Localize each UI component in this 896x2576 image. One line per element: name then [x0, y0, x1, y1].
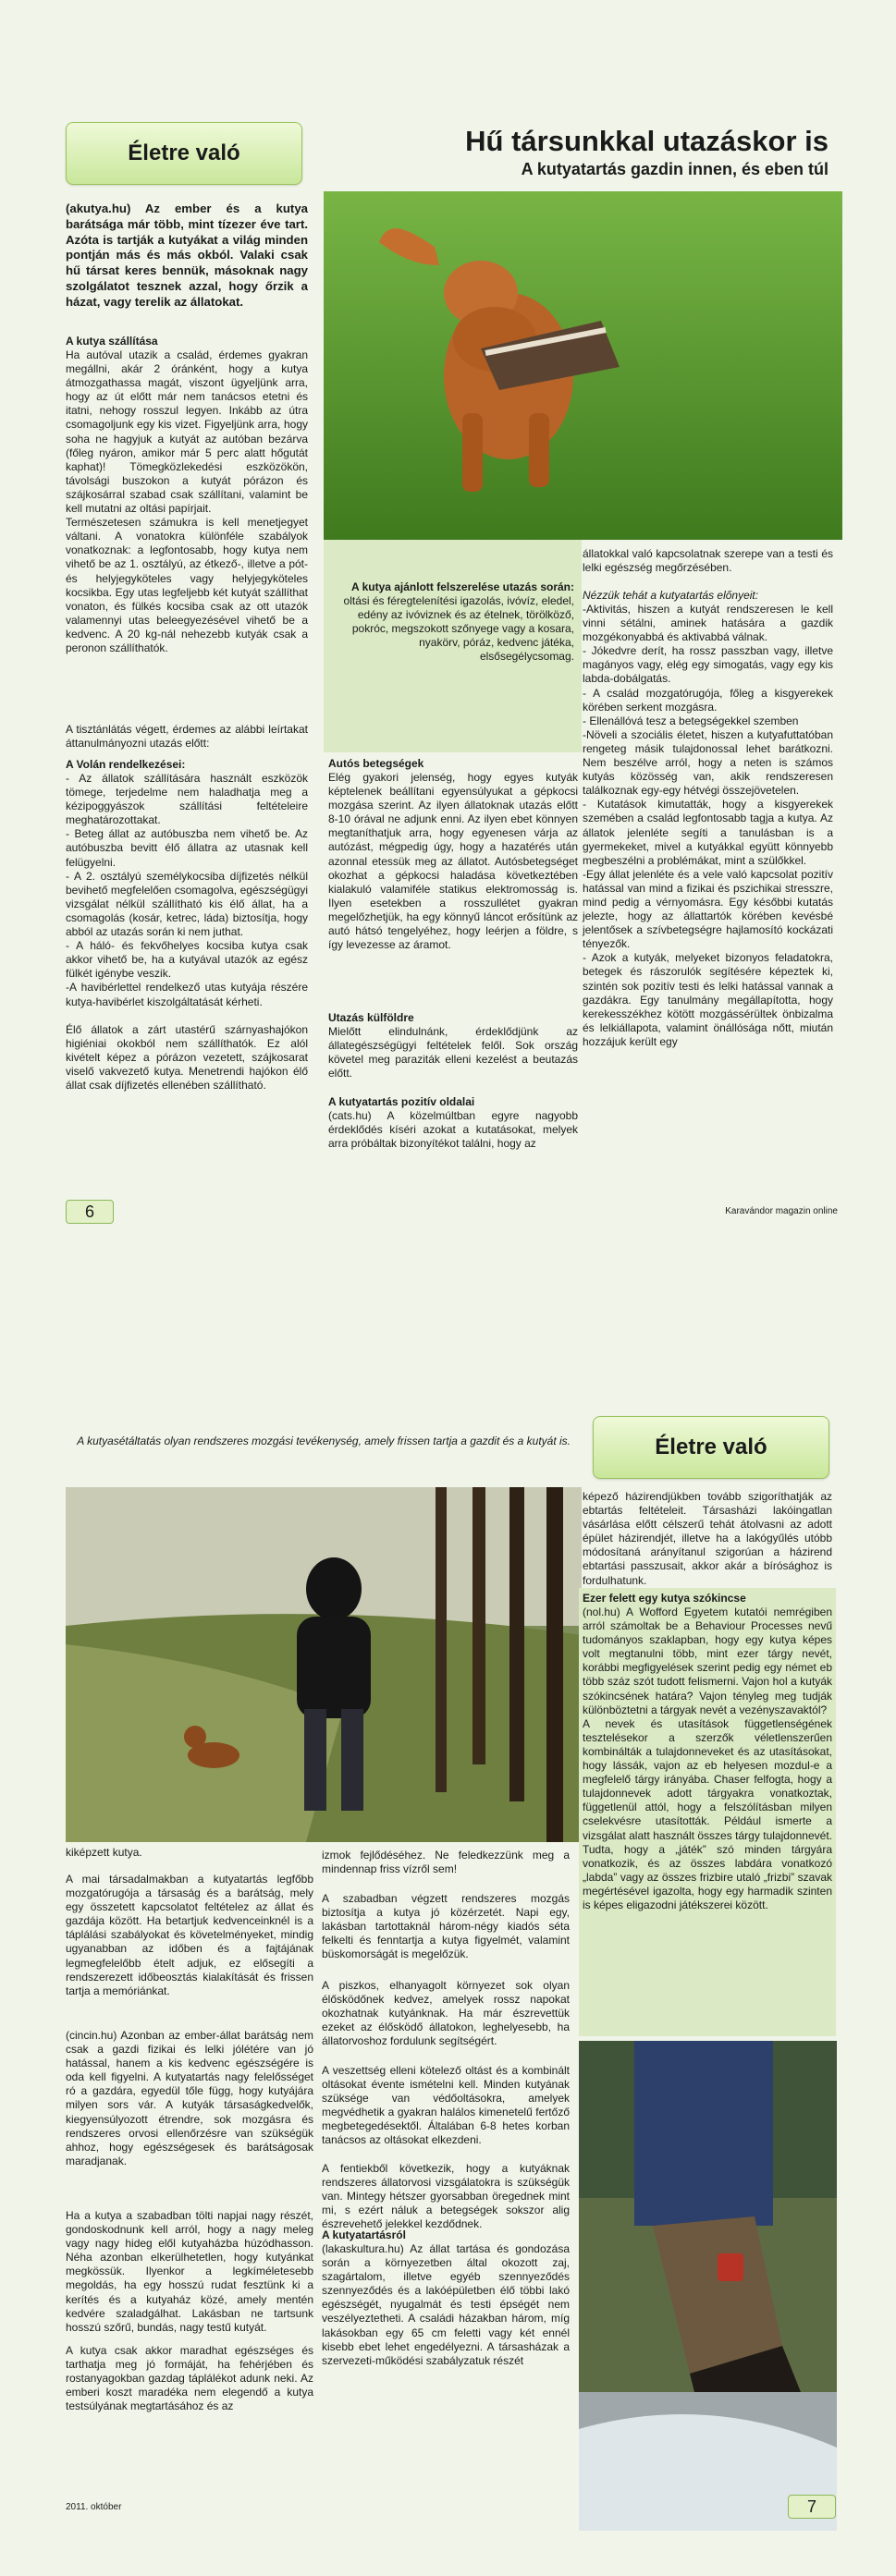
- footer-text: Karavándor magazin online: [725, 1206, 838, 1216]
- body-text: - Az állatok szállítására használt eszközök tömege, terjedelme nem haladhatja meg a kézipoggyászok szállítási feltételeire meghatározottakat. - Beteg állat az autóbuszba nem vihető be. Az autóbuszba bevitt élő állatra az utasnak kell felügyelni. - A 2. osztályú személykocsiba díjfizetés nélkül bevihető megfelelően csomagolva, egészségügyi vizsgálat nélkül szállítható kis élő állat, ha a csomagolás (kosár, ketrec, láda) biztosítja, hogy abból az utazás során ki nem juthat. - A háló- és fekvőhelyes kocsiba kutya csak akkor vihető be, ha a kutyával utazók az egész fülkét igénybe veszik. -A havibérlettel rendelkező utas kutyája részére kutya-havibérlet kiszolgáltatását kérheti.: [66, 772, 308, 1008]
- page-number: 7: [788, 2495, 836, 2519]
- dog-with-shoe-photo: [324, 191, 842, 540]
- body-text: Élő állatok a zárt utastérű szárnyashajókon higiéniai okokból nem szállíthatók. Ez alól kivételt képez a pórázon vezetett, szájkosarat viselő vakvezető kutya. Menetrendi hajókon élő állat csak díjfizetés ellenében szállítható.: [66, 1023, 308, 1093]
- body-text: A veszettség elleni kötelező oltást és a kombinált oltásokat évente ismételni kell. Minden kutyának szüksége van védőoltásokra, amelyek megvédhetik a gyakran halálos kimenetelű fertőző megbetegedésektől. Általában 6-8 hetes korban tanácsos az oltásokat elkezdeni.: [322, 2064, 570, 2147]
- box-heading: Ezer felett egy kutya szókincse: [583, 1592, 746, 1605]
- section-badge: Életre való: [66, 122, 302, 185]
- body-text: (lakaskultura.hu) Az állat tartása és gondozása során a környezetben által okozott zaj, szagártalom, illetve egyéb szennyeződés szennyeződés és a lakóépületben élő többi lakó egészségét, nyugalmát és testi épségét nem veszélyeztetheti. A családi házakban három, míg lakásokban egy 65 cm feletti vagy két ennél kisebb ebet lehet engedélyezni. A társasházak a szervezeti-működési szabályzatuk részét: [322, 2242, 570, 2367]
- body-text: kiképzett kutya.: [66, 1846, 142, 1859]
- pull-quote: A kutyasétáltatás olyan rendszeres mozgási tevékenység, amely frissen tartja a gazdit és a kutyát is.: [77, 1435, 571, 1447]
- section-heading: A kutya szállítása: [66, 335, 158, 348]
- section-heading: A Volán rendelkezései:: [66, 758, 186, 771]
- caption-text: oltási és féregtelenítési igazolás, ivóvíz, eledel, edény az ivóviznek és az ételnek, törölköző, pokróc, megszokott szőnyege vagy a kosara, nyakörv, póráz, kedvenc játéka, elsősegélycsomag.: [343, 594, 574, 664]
- boots-photo: [579, 2041, 837, 2531]
- italic-intro: Nézzük tehát a kutyatartás előnyeit:: [583, 589, 759, 602]
- body-text: izmok fejlődéséhez. Ne feledkezzünk meg a mindennap friss vízről sem!: [322, 1849, 570, 1876]
- article-lead: (akutya.hu) Az ember és a kutya barátsága már több, mint tízezer éve tart. Azóta is tartják a kutyákat a világ minden pontján más és más okból. Valaki csak hű társat keres bennük, másoknak nagy szolgálatot tesznek azzal, hogy őrzik a házat, vagy terelik az állatokat.: [66, 201, 308, 309]
- body-text: A mai társadalmakban a kutyatartás legfőbb mozgatórugója a társaság és a barátság, mely egy összetett kapcsolatot feltételez az állat és gazdája között. Ha betartjuk kedvenceinknél is a táplálási szabályokat és követelményeket, mindig ugyanabban az időben és a fajtájának legmegfelelőbb ételt adjuk, ez elősegíti a rendszerezett időbeosztás kialakítását és frissen tartja a memóriánkat.: [66, 1873, 313, 1997]
- body-text: -Aktivitás, hiszen a kutyát rendszeresen le kell vinni sétálni, aminek hatására a gazdik mozgékonyabbá és aktivabbá válnak. - Jókedvre derít, ha rossz passzban vagy, illetve magányos vagy, elég egy simogatás, vagy egy kis labda-dobálgatás. - A család mozgatórugója, főleg a kisgyerekek körében serkent mozgásra. - Ellenállóvá tesz a betegségekkel szemben -Növeli a szociális életet, hiszen a kutyafuttatóban rengeteg másik tulajdonossal lehet barátkozni. Nem beszélve arról, hogy a neten is számos kutyás közösség van, akik rendszeresen találkoznak egy-egy hétvégi összejövetelen. - Kutatások kimutatták, hogy a kisgyerekek szemében a család legfontosabb tagja a kutya. Az állatok jelenléte segíti a tanulásban is a gyermekeket, mivel a kutyákkal együtt könnyebb megbeszélni a problémákat, mint a szülőkkel. -Egy állat jelenléte és a vele való kapcsolat pozitív hatással van mind a fizikai és pszichikai stresszre, mind pedig a vérnyomásra. Egy későbbi kutatás jelezte, hogy az állattartók körében kevésbé jelentősek a szívbetegségre hajlamosító kockázati tényezők. - Azok a kutyák, melyeket bizonyos feladatokra, betegek és rászorulók segítésére képeztek ki, szintén sok pozitív testi és lelki hatással vannak a gazdákra. Egy tanulmány megállapította, hogy kerekesszékhez kötött mozgássérültek önbizalma és lelkiállapota, valamint önállósága nőtt, miután hozzájuk került egy: [583, 603, 833, 1048]
- body-text: (cats.hu) A közelmúltban egyre nagyobb érdeklődés kíséri azokat a kutatásokat, melyek arra próbáltak bizonyítékot találni, hogy az: [328, 1109, 578, 1151]
- article-subtitle: A kutyatartás gazdin innen, és eben túl: [521, 160, 828, 178]
- caption-heading: A kutya ajánlott felszerelése utazás során:: [351, 580, 574, 593]
- footer-date: 2011. október: [66, 2502, 122, 2512]
- article-title: Hű társunkkal utazáskor is: [465, 125, 828, 157]
- page-number: 6: [66, 1200, 114, 1224]
- body-text: Elég gyakori jelenség, hogy egyes kutyák képtelenek beállítani egyensúlyukat a gépkocsi mozgása szerint. Az ilyen állatoknak utazás előtt 8-10 órával ne adjunk enni. Az ilyen ebet könnyen megtaníthatjuk arra, hogy egyenesen várja az autózást, mégpedig úgy, hogy a hazatérés után azonnal etessük meg az állatot. Autósbetegséget okozhat a gépkocsi haladása következtében kialakuló valamiféle statikus elektromosság is. Ilyen esetekben a rosszullétet gyakran megelőzhetjük, ha egy könnyű láncot erősítünk az autó hátsó tengelyéhez, hogy leérjen a földre, s így levezesse az áramot.: [328, 771, 578, 952]
- walk-illustration: [66, 1487, 582, 1842]
- body-text: A kutya csak akkor maradhat egészséges és tarthatja meg jó formáját, ha fehérjében és rostanyagokban gazdag táplálékot adunk neki. Az emberi koszt maradéka nem elegendő a kutya testsúlyának megtartásához és az: [66, 2344, 313, 2413]
- body-text: állatokkal való kapcsolatnak szerepe van a testi és lelki egészség megőrzésében.: [583, 547, 833, 575]
- body-text: A tisztánlátás végett, érdemes az alábbi leírtakat áttanulmányozni utazás előtt:: [66, 723, 308, 751]
- body-text: A szabadban végzett rendszeres mozgás biztosítja a kutya jó közérzetét. Napi egy, lakásban tartottaknál három-négy kiadós séta felkelti és fenntartja a kutya figyelmét, valamint büskomorságát is megelőzük.: [322, 1892, 570, 1961]
- section-badge: Életre való: [593, 1416, 829, 1479]
- boots-illustration: [579, 2041, 837, 2531]
- body-text: A piszkos, elhanyagolt környezet sok olyan élősködőnek kedvez, amelyek rossz napokat okozhatnak kutyánknak. Ha már észrevettük ezeket az élősködő állatokon, leghelyesebb, ha állatorvoshoz fordulunk segítségért.: [322, 1979, 570, 2048]
- section-heading: A kutyatartásról: [322, 2228, 406, 2241]
- section-heading: Autós betegségek: [328, 757, 424, 770]
- body-text: A fentiekből következik, hogy a kutyáknak rendszeres állatorvosi vizsgálatokra is szükségük van. Mintegy hétszer gyorsabban öregednek mint mi, s ezért náluk a betegségek sokszor alig észrevehető jelekkel kezdődnek.: [322, 2162, 570, 2231]
- dog-illustration: [324, 191, 842, 540]
- body-text: (cincin.hu) Azonban az ember-állat barátság nem csak a gazdi fizikai és lelki jólétére van jó hatással, hanem a kis kedvenc egészségére is oda kell figyelni. A kutyatartás nagy felelősséget ró a gazdára, egyedül tőle függ, hogy kutyájára milyen sors vár. A kutyák társaságkedvelők, kiegyensúlyozott étrendre, sok mozgásra és rendszeres orvosi ellenőrzésre van szükségük ahhoz, hogy egészségesek és barátságosak maradjanak.: [66, 2029, 313, 2167]
- box-text: (nol.hu) A Wofford Egyetem kutatói nemrégiben arról számoltak be a Behaviour Processes nevű tudományos szaklapban, hogy egy kutya képes volt megtanulni több, mint ezer tárgy nevét, korábbi megfigyelések szerint pedig egy német eb több száz szót tudott felismerni. Vajon hol a kutyák szókincsének határa? Vajon tényleg meg tudják különböztetni a tárgyak nevét a vezényszavaktól? A nevek és utasítások függetlenségének tesztelésekor a szerzők véletlenszerűen kombinálták a tulajdonneveket és az utasításokat, hogy lássák, vajon az eb helyesen mozdul-e a megfelelő tárgy irányába. Chaser felfogta, hogy a tulajdonnevek adott tárgyakra vonatkoztak, függetlenül attól, hogy a felszólításban milyen cselekvésre utasították. Például ismerte a vizsgálat alatt használt összes tárgy tulajdonnevét. Tudta, hogy a „játék” szó minden tárgyára vonatkozik, és az összes labdára vonatkozó „labda” vagy az összes frizbire utaló „frizbi” szavak megértésével igazolta, hogy egy harmadik szinten is képes eligazodni játékszerei között.: [583, 1605, 832, 1911]
- section-heading: A kutyatartás pozitív oldalai: [328, 1095, 475, 1108]
- caption-box: [324, 540, 582, 752]
- body-text: Ha autóval utazik a család, érdemes gyakran megállni, akár 2 óránként, hogy a kutya átmozgathassa magát, viszont ügyeljünk arra, hogy az út előtt már nem tanácsos etetni és itatni, nehogy rosszul legyen. Inkább az útra csomagoljunk egy kis vizet. Figyeljünk arra, hogy soha ne hagyjuk a kutyát az autóban bezárva (főleg nyáron, amikor már 5 perc alatt hőgutát kaphat)! Tömegközlekedési eszközökön, távolsági buszokon a kutyát pórázon és szájkosárral szabad csak szállítani, valamint be kell mutatni az oltási papírjait. Természetesen számukra is kell menetjegyet váltani. A vonatokra különféle szabályok vonatkoznak: a legfontosabb, hogy kutya nem vihető be az 1. osztályú, az étkező-, illetve a pót- és helyjegyköteles vagy helyjegyköteles kocsikba. Egy utas legfeljebb két kutyát szállíthat vonaton, és fülkés kocsiba csak az ott utazók valamennyi utas beleegyezésével vihető be a kedvenc. A 20 kg-nál nehezebb kutyák csak a peronon szállíthatók.: [66, 348, 308, 654]
- body-text: Mielőtt elindulnánk, érdeklődjünk az állategészségügyi feltételek felől. Sok ország követel meg paraziták elleni kezelést a beutazás előtt.: [328, 1025, 578, 1080]
- body-text: Ha a kutya a szabadban tölti napjai nagy részét, gondoskodnunk kell arról, hogy a nagy meleg vagy nagy hideg elől kutyaházba húzódhasson. Néha azonban elkerülhetetlen, hogy kutyánkat megkössük. Ilyenkor a legkíméletesebb megoldás, ha egy hosszú rudat fesztünk ki a kerítés és a kutyaház közé, amely mentén kedvére szaladgálhat. Lakásban ne tartsunk hosszú szőrű, bundás, nagy testű kutyát.: [66, 2209, 313, 2334]
- body-text: képező házirendjükben tovább szigoríthatják az ebtartás feltételeit. Társasházi lakóingatlan vásárlása előtt célszerű tehát átolvasni az adott épület házirendjét, illetve ha a lakógyűlés utóbb módosítaná arányítanul szigorúan a házirend ebtartási passzusait, akkor akár a bírósághoz is fordulhatunk.: [583, 1490, 832, 1587]
- info-box: [579, 1588, 836, 2036]
- page-right: [0, 1294, 896, 2576]
- section-heading: Utazás külföldre: [328, 1011, 414, 1024]
- dog-walk-photo: [66, 1487, 582, 1842]
